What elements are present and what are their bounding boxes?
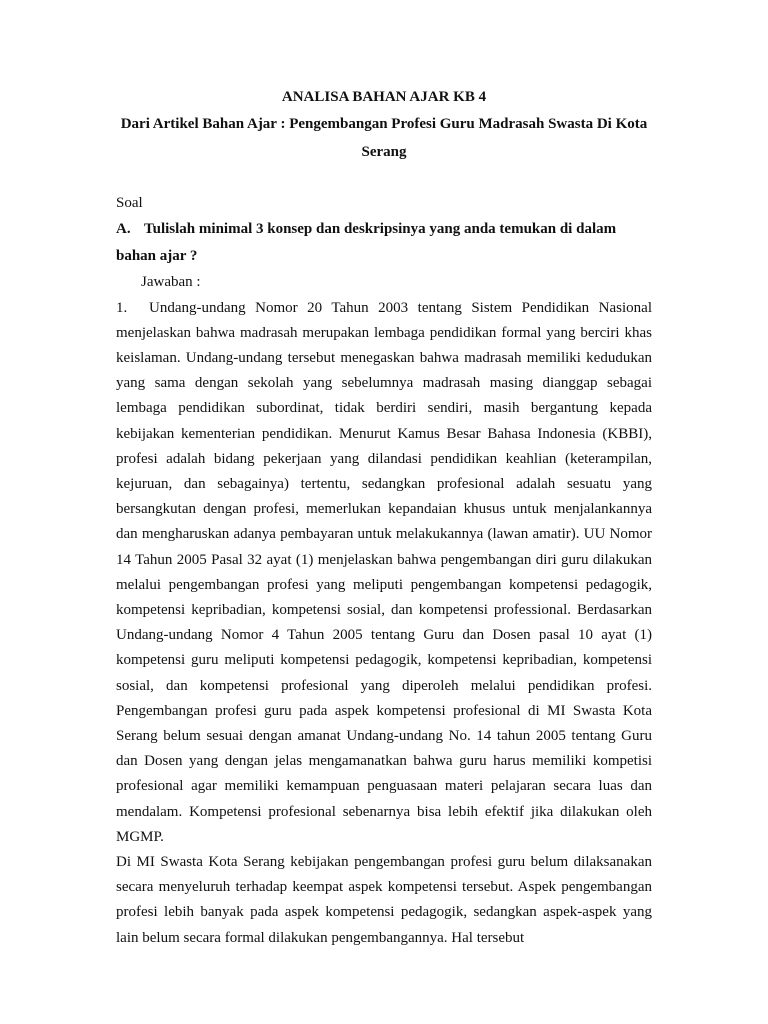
question-a bbox=[116, 216, 652, 270]
paragraph-number: 1. bbox=[116, 299, 128, 316]
question-text: Tulislah minimal 3 konsep dan deskripsinya yang anda temukan di dalam bahan ajar ? bbox=[116, 221, 617, 265]
answer-paragraph-2: Di MI Swasta Kota Serang kebijakan pengembangan profesi guru belum dilaksanakan secara menyeluruh terhadap keempat aspek kompetensi tersebut. Aspek pengembangan profesi lebih banyak pada aspek kompetensi pedagogik, sedangkan aspek-aspek yang lain belum secara formal dilakukan pengembangannya. Hal tersebut bbox=[116, 854, 652, 946]
question-number: A. bbox=[116, 221, 131, 238]
answer-label: Jawaban : bbox=[141, 274, 201, 291]
document-title: ANALISA BAHAN AJAR KB 4 bbox=[281, 89, 487, 105]
answer-paragraph-1 bbox=[116, 296, 652, 850]
soal-label: Soal bbox=[116, 195, 143, 212]
document-subtitle: Dari Artikel Bahan Ajar : Pengembangan Profesi Guru Madrasah Swasta Di Kota Serang bbox=[120, 116, 648, 161]
paragraph-1-text: Undang-undang Nomor 20 Tahun 2003 tentang Sistem Pendidikan Nasional menjelaskan bahwa madrasah merupakan lembaga pendidikan formal yang berciri khas keislaman. Undang-undang tersebut menegaskan bahwa madrasah memiliki kedudukan yang sama dengan sekolah yang sebelumnya madrasah masing dianggap sebagai lembaga pendidikan subordinat, tidak berdiri sendiri, masih bergantung kepada kebijakan kementerian pendidikan. Menurut Kamus Besar Bahasa Indonesia (KBBI), profesi adalah bidang pekerjaan yang dilandasi pendidikan keahlian (keterampilan, kejuruan, dan sebagainya) tertentu, sedangkan profesional adalah sesuatu yang bersangkutan dengan profesi, memerlukan kepandaian khusus untuk menjalankannya dan mengharuskan adanya pembayaran untuk melakukannya (lawan amatir). UU Nomor 14 Tahun 2005 Pasal 32 ayat (1) menjelaskan bahwa pengembangan diri guru dilakukan melalui pengembangan profesi yang meliputi pengembangan kompetensi pedagogik, kompetensi kepribadian, kompetensi sosial, dan kompetensi professional. Berdasarkan Undang-undang Nomor 4 Tahun 2005 tentang Guru dan Dosen pasal 10 ayat (1) kompetensi guru meliputi kompetensi pedagogik, kompetensi kepribadian, kompetensi sosial, dan kompetensi profesional yang diperoleh melalui pendidikan profesi. Pengembangan profesi guru pada aspek kompetensi profesional di MI Swasta Kota Serang belum sesuai dengan amanat Undang-undang No. 14 tahun 2005 tentang Guru dan Dosen yang dengan jelas mengamanatkan bahwa guru harus memiliki kompetisi profesional agar memiliki kemampuan penguasaan materi pelajaran secara luas dan mendalam. Kompetensi profesional sebenarnya bisa lebih efektif jika dilakukan oleh MGMP. bbox=[116, 299, 652, 845]
spacer bbox=[116, 166, 652, 191]
document-content bbox=[116, 85, 652, 951]
